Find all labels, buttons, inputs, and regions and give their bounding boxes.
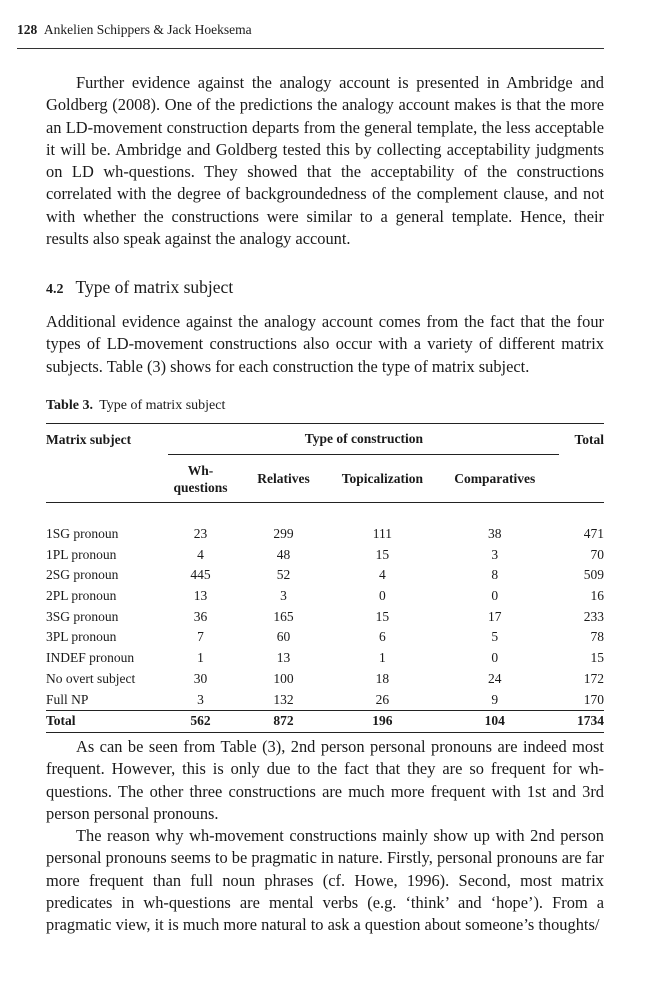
running-header-authors: Ankelien Schippers & Jack Hoeksema bbox=[43, 22, 252, 37]
table-row: No overt subject 30 100 18 24 172 bbox=[46, 670, 604, 686]
col-header-topicalization: Topicalization bbox=[335, 455, 431, 503]
table-row: INDEF pronoun 1 13 1 0 15 bbox=[46, 650, 604, 666]
table-row: 3SG pronoun 36 165 15 17 233 bbox=[46, 608, 604, 624]
col-header-matrix-subject: Matrix subject bbox=[46, 424, 168, 503]
col-header-total: Total bbox=[559, 424, 604, 503]
section-heading bbox=[46, 277, 233, 298]
table-row: 2PL pronoun 13 3 0 0 16 bbox=[46, 588, 604, 604]
matrix-subject-table bbox=[46, 423, 604, 733]
table-caption bbox=[46, 398, 225, 414]
paragraph-table-discussion: As can be seen from Table (3), 2nd person personal pronouns are indeed most frequent. However, this is only due to the fact that they are so frequent for wh-questions. The other three constructions are much more frequent with 1st and 3rd person personal pronouns. bbox=[46, 737, 604, 823]
section-number: 4.2 bbox=[46, 282, 64, 297]
col-header-comparatives: Comparatives bbox=[430, 455, 559, 503]
paragraph-matrix-subjects: Additional evidence against the analogy account comes from the fact that the four types of LD-movement constructions also occur with a variety of different matrix subjects. Table (3) shows for each construction the type of matrix subject. bbox=[46, 312, 604, 376]
table-row: Full NP 3 132 26 9 170 bbox=[46, 691, 604, 707]
paragraph-analogy-evidence: Further evidence against the analogy account is presented in Ambridge and Goldberg (2008). One of the predictions the analogy account makes is that the more an LD-movement construction departs from the general template, the less acceptable it will be. Ambridge and Goldberg tested this by collecting acceptability judgments on LD wh-questions. They showed that the acceptability of the constructions correlated with the degree of backgroundedness of the complement clause, and not with whether the constructions were similar to a general template. Hence, their results also speak against the analogy account. bbox=[46, 73, 604, 249]
col-header-construction-type: Type of construction bbox=[168, 424, 559, 455]
table-row: 2SG pronoun 445 52 4 8 509 bbox=[46, 567, 604, 583]
table-row: 1SG pronoun 23 299 111 38 471 bbox=[46, 526, 604, 542]
table-row: 1PL pronoun 4 48 15 3 70 bbox=[46, 546, 604, 562]
section-title: Type of matrix subject bbox=[75, 277, 234, 297]
table-row: 3PL pronoun 7 60 6 5 78 bbox=[46, 629, 604, 645]
table-caption-label: Table 3. bbox=[46, 398, 93, 413]
running-header bbox=[17, 22, 604, 49]
col-header-relatives: Relatives bbox=[232, 455, 334, 503]
page-number: 128 bbox=[17, 22, 38, 37]
table-caption-text: Type of matrix subject bbox=[99, 398, 226, 413]
paragraph-pragmatic-reason: The reason why wh-movement constructions mainly show up with 2nd person personal pronouns seems to be pragmatic in nature. Firstly, personal pronouns are far more frequent than full noun phrases (cf. Howe, 1996). Second, most matrix predicates in wh-questions are mental verbs (e.g. ‘think’ and ‘hope’). From a pragmatic view, it is much more natural to ask a question about someone’s thoughts/ bbox=[46, 826, 604, 935]
table-total-row: Total 562 872 196 104 1734 bbox=[46, 710, 604, 732]
col-header-wh-questions: Wh-questions bbox=[168, 455, 232, 503]
